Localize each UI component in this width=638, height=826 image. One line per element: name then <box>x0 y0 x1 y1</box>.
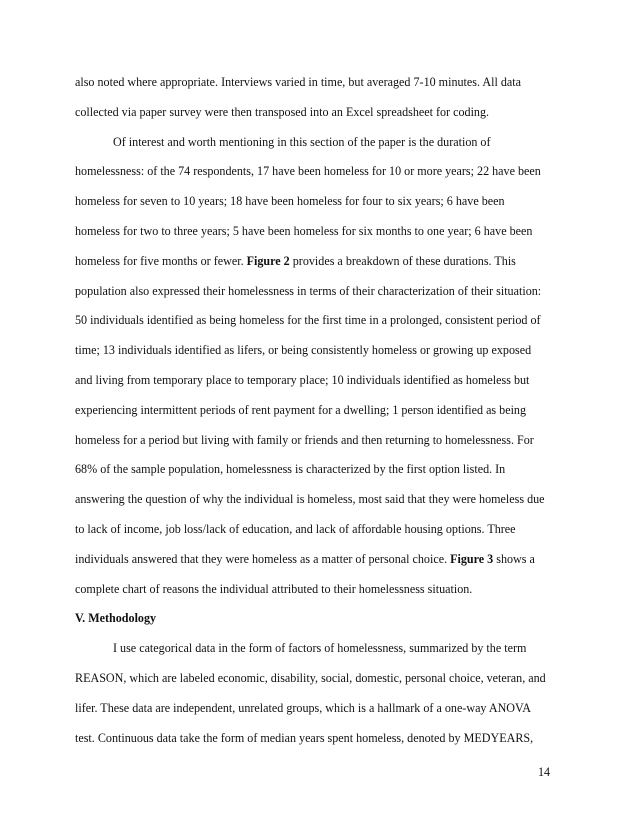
paragraph-start-line: Of interest and worth mentioning in this section of the paper is the duration of <box>113 134 491 149</box>
figure-reference: Figure 3 <box>450 551 494 566</box>
text-line: lifer. These data are independent, unrelated groups, which is a hallmark of a one-way ANOVA <box>75 700 531 715</box>
text-line: answering the question of why the individual is homeless, most said that they were homeless due <box>75 492 545 507</box>
text-line: experiencing intermittent periods of rent payment for a dwelling; 1 person identified as being <box>75 402 527 417</box>
page-number: 14 <box>538 765 551 779</box>
text-line: homeless for seven to 10 years; 18 have been homeless for four to six years; 6 have been <box>75 194 505 209</box>
section-heading: V. Methodology <box>75 611 157 626</box>
text-line: 68% of the sample population, homelessness is characterized by the first option listed. In <box>75 462 506 477</box>
text-line: homelessness: of the 74 respondents, 17 have been homeless for 10 or more years; 22 have been <box>75 164 541 179</box>
text-segment: provides a breakdown of these durations. This <box>289 253 516 268</box>
text-line: complete chart of reasons the individual attributed to their homelessness situation. <box>75 581 473 596</box>
text-line: REASON, which are labeled economic, disability, social, domestic, personal choice, veteran, and <box>75 670 546 685</box>
text-line: population also expressed their homelessness in terms of their characterization of their situation: <box>75 283 542 298</box>
text-line: time; 13 individuals identified as lifers, or being consistently homeless or growing up exposed <box>75 343 532 358</box>
text-line: also noted where appropriate. Interviews varied in time, but averaged 7-10 minutes. All data <box>75 75 521 89</box>
text-line: and living from temporary place to temporary place; 10 individuals identified as homeless but <box>75 372 530 387</box>
text-line: homeless for two to three years; 5 have been homeless for six months to one year; 6 have been <box>75 223 533 238</box>
text-line: test. Continuous data take the form of median years spent homeless, denoted by MEDYEARS, <box>75 730 534 745</box>
text-segment: homeless for five months or fewer. <box>75 253 247 268</box>
text-line <box>75 545 565 575</box>
text-line: homeless for a period but living with family or friends and then returning to homelessness. For <box>75 432 534 447</box>
body-text <box>75 68 565 753</box>
text-segment: shows a <box>493 551 535 566</box>
text-segment: individuals answered that they were homeless as a matter of personal choice. <box>75 551 451 566</box>
text-line <box>75 247 565 277</box>
paragraph-start-line: I use categorical data in the form of factors of homelessness, summarized by the term <box>113 641 527 656</box>
figure-reference: Figure 2 <box>246 253 290 268</box>
text-line: collected via paper survey were then transposed into an Excel spreadsheet for coding. <box>75 104 490 119</box>
text-line: 50 individuals identified as being homeless for the first time in a prolonged, consistent period of <box>75 313 541 328</box>
text-line: to lack of income, job loss/lack of education, and lack of affordable housing options. Three <box>75 521 516 536</box>
